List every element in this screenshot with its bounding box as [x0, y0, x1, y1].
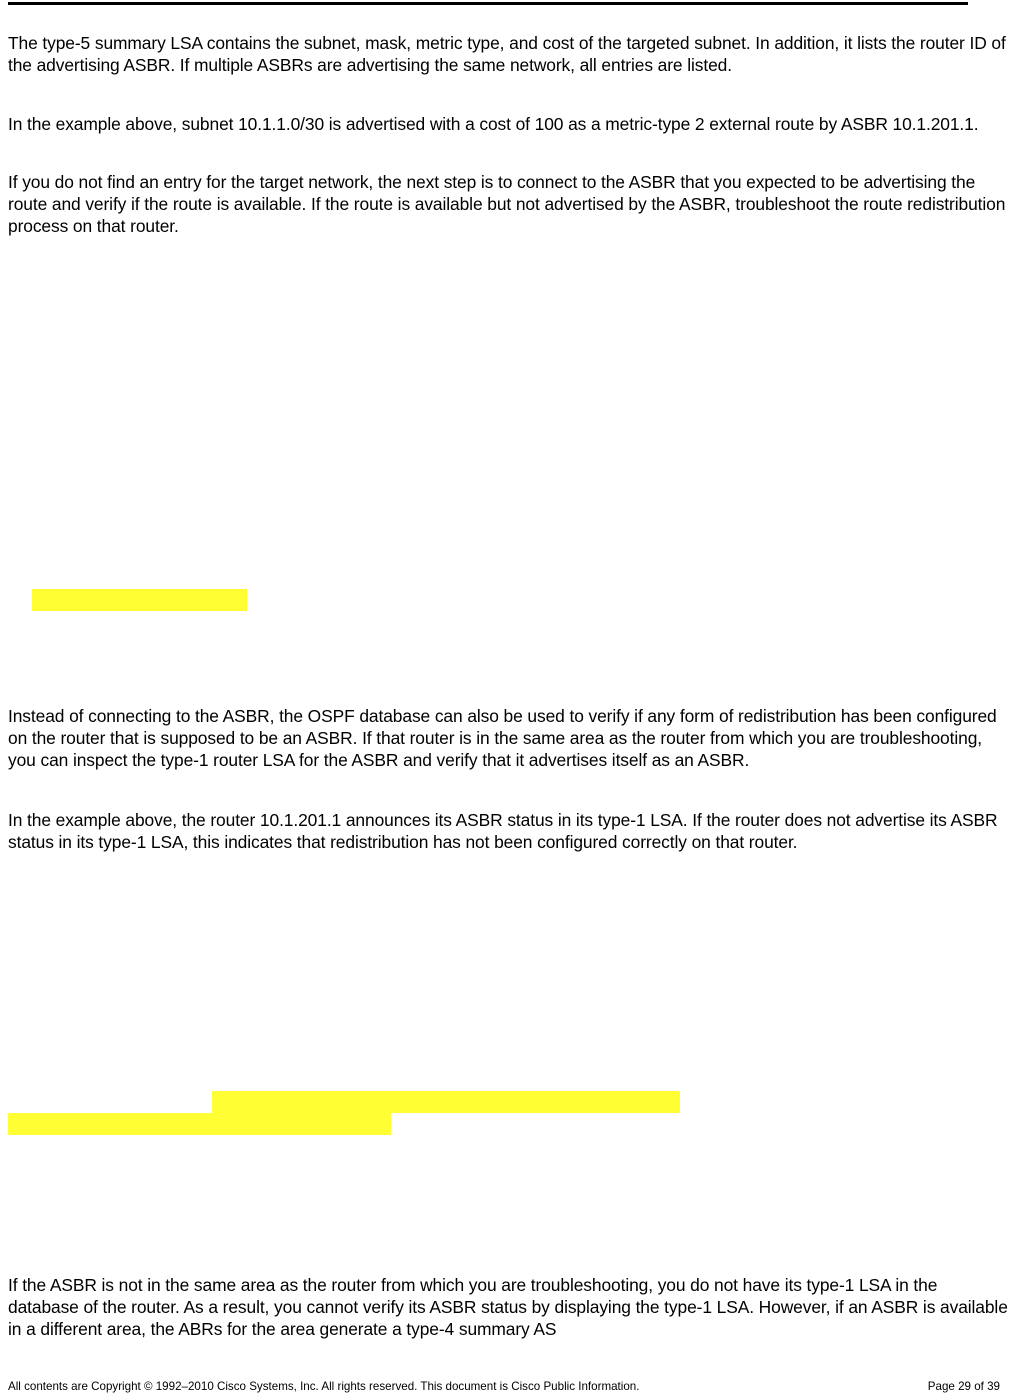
paragraph-asbr-status: In the example above, the router 10.1.201.1 announces its ASBR status in its type-1 LSA. If the router does not advertise its ASBR status in its type-1 LSA, this indicates that redistribution has not been configured correctly on that router.	[8, 810, 998, 852]
paragraph-ospf-database: Instead of connecting to the ASBR, the OSPF database can also be used to verify if any form of redistribution has been configured on the router that is supposed to be an ASBR. If that router is in the same area as the router from which you are troubleshooting, you can inspect the type-1 router LSA for the ASBR and verify that it advertises itself as an ASBR.	[8, 706, 997, 770]
highlight-redacted-output-line-2	[8, 1113, 391, 1135]
paragraph-type5-lsa: The type-5 summary LSA contains the subnet, mask, metric type, and cost of the targeted subnet. In addition, it lists the router ID of the advertising ASBR. If multiple ASBRs are advertising the same network, all entries are listed.	[8, 33, 1006, 75]
header-rule	[8, 2, 968, 5]
paragraph-no-entry: If you do not find an entry for the target network, the next step is to connect to the ASBR that you expected to be advertising the route and verify if the route is available. If the route is available but not advertised by the ASBR, troubleshoot the route redistribution process on that router.	[8, 172, 1006, 236]
footer-copyright: All contents are Copyright © 1992–2010 Cisco Systems, Inc. All rights reserved. This document is Cisco Public Information.	[8, 1380, 640, 1393]
highlight-redacted-command	[32, 589, 247, 611]
highlight-redacted-output-line-1	[212, 1091, 680, 1113]
footer-page-number: Page 29 of 39	[927, 1380, 1000, 1393]
paragraph-example-subnet: In the example above, subnet 10.1.1.0/30 is advertised with a cost of 100 as a metric-type 2 external route by ASBR 10.1.201.1.	[8, 114, 979, 134]
paragraph-different-area: If the ASBR is not in the same area as the router from which you are troubleshooting, you do not have its type-1 LSA in the database of the router. As a result, you cannot verify its ASBR status by displaying the type-1 LSA. However, if an ASBR is available in a different area, the ABRs for the area generate a type-4 summary AS	[8, 1275, 1008, 1339]
